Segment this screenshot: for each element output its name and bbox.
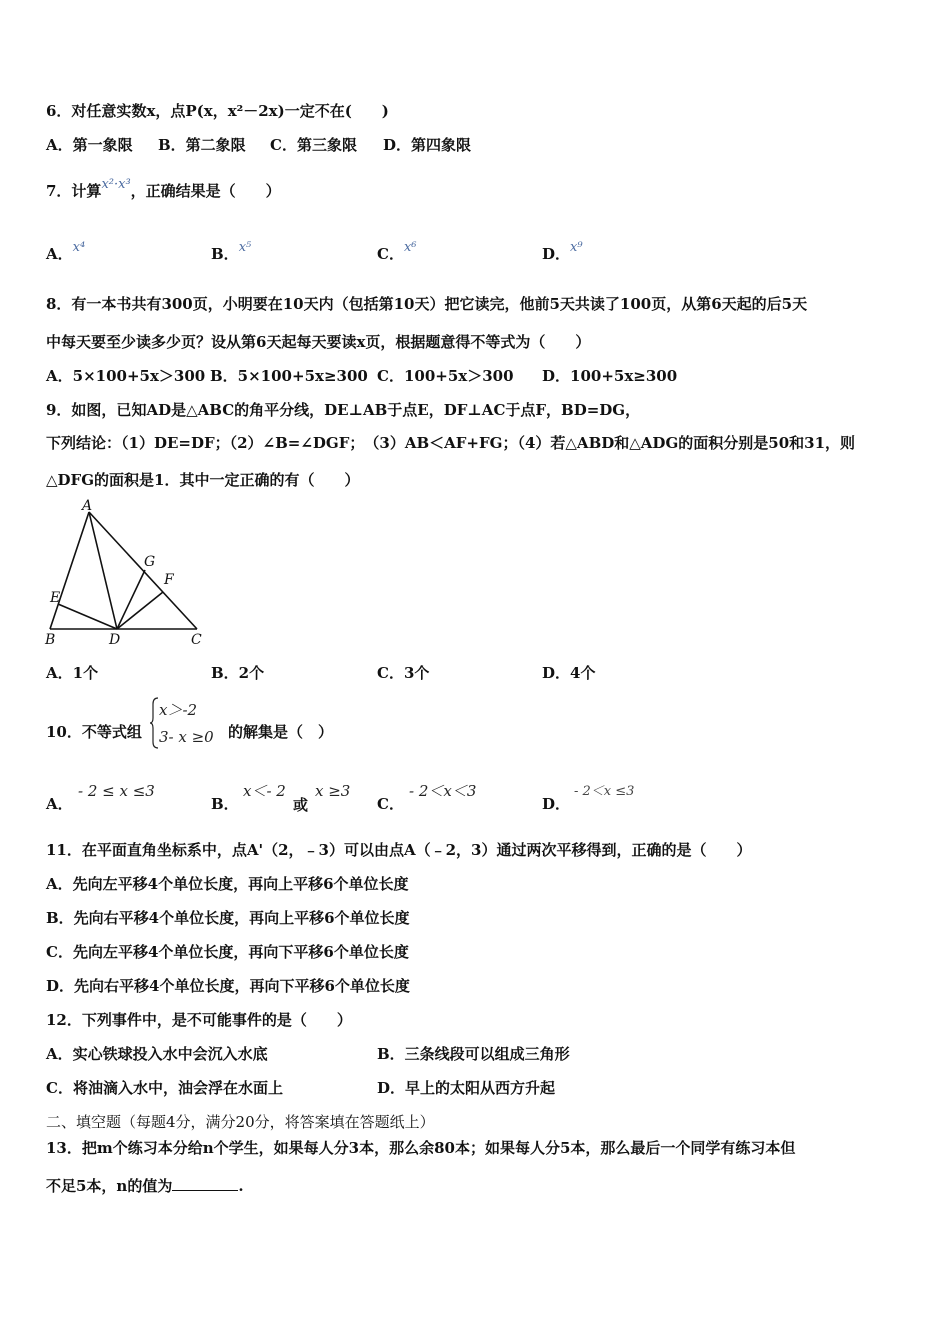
label-c: C [191, 632, 202, 648]
q10-system-line1: x＞-2 [159, 701, 198, 719]
q8-option-d: D．100+5x≥300 [542, 367, 678, 385]
q7-option-d-label: D． [542, 245, 571, 263]
q11-option-c: C．先向左平移4个单位长度，再向下平移6个单位长度 [46, 943, 409, 961]
q13-stem-line2 [46, 1176, 244, 1196]
q11-stem: 11．在平面直角坐标系中，点A'（2，﹣3）可以由点A（﹣2，3）通过两次平移得到，正确的是（ ） [46, 841, 752, 859]
q8-option-a: A．5×100+5x＞300 [46, 367, 206, 385]
q6-option-a: A．第一象限 [46, 136, 133, 154]
q7-option-b-label: B． [211, 245, 239, 263]
q10-option-c-label: C． [377, 795, 404, 813]
q7-option-c-math: x⁶ [403, 240, 417, 255]
q7-option-c [377, 240, 417, 266]
q10-option-b-word: 或 [293, 796, 309, 814]
segment-de [58, 604, 117, 629]
q9-triangle-figure [40, 498, 220, 648]
q10-stem-prefix: 10．不等式组 [46, 723, 142, 741]
q10-option-a-label: A． [46, 795, 73, 813]
q12-option-d: D．早上的太阳从西方升起 [377, 1079, 556, 1097]
q7-option-c-label: C． [377, 245, 404, 263]
q6-option-d: D．第四象限 [383, 136, 472, 154]
q9-stem-line2: 下列结论：（1）DE=DF；（2）∠B=∠DGF； （3）AB＜AF+FG；（4）若△ABD和△ADG的面积分别是50和31，则 [46, 434, 855, 452]
q7-stem [46, 177, 281, 203]
q8-option-b: B．5×100+5x≥300 [210, 367, 368, 385]
q12-option-c: C．将油滴入水中，油会浮在水面上 [46, 1079, 283, 1097]
q10-system-brace [150, 696, 230, 750]
q8-stem-line2: 中每天要至少读多少页？设从第6天起每天要读x页，根据题意得不等式为（ ） [46, 333, 591, 351]
q7-stem-suffix: ，正确结果是（ ） [130, 182, 281, 200]
q7-option-a-label: A． [46, 245, 73, 263]
q6-stem: 6．对任意实数x，点P(x，x²－2x)一定不在( ) [46, 102, 389, 120]
q13-stem-line1: 13．把m个练习本分给n个学生，如果每人分3本，那么余80本；如果每人分5本，那么最后一个同学有练习本但 [46, 1139, 796, 1157]
label-d: D [109, 632, 121, 648]
q7-option-a-math: x⁴ [72, 240, 86, 255]
q12-option-b: B．三条线段可以组成三角形 [377, 1045, 570, 1063]
q10-stem-suffix: 的解集是（ ） [228, 723, 334, 741]
segment-ad [89, 512, 117, 629]
label-g: G [144, 554, 156, 570]
q10-option-d-label: D． [542, 795, 571, 813]
q12-stem: 12．下列事件中，是不可能事件的是（ ） [46, 1011, 352, 1029]
q11-option-d: D．先向右平移4个单位长度，再向下平移6个单位长度 [46, 977, 410, 995]
q10-option-b-label: B． [211, 795, 239, 813]
q9-option-c: C．3个 [377, 664, 430, 682]
label-e: E [50, 590, 61, 606]
label-f: F [164, 572, 174, 588]
q10-option-b-math-b: x ≥3 [315, 782, 351, 800]
q8-option-c: C．100+5x＞300 [377, 367, 514, 385]
q7-stem-prefix: 7．计算 [46, 182, 102, 200]
q7-option-b-math: x⁵ [238, 240, 252, 255]
q9-option-b: B．2个 [211, 664, 265, 682]
q10-option-a-math: - 2 ≤ x ≤3 [78, 782, 155, 800]
side-ac [89, 512, 197, 629]
q9-stem-line1: 9．如图，已知AD是△ABC的角平分线，DE⊥AB于点E，DF⊥AC于点F，BD=DG， [46, 401, 641, 419]
q7-option-d [542, 240, 583, 266]
q11-option-a: A．先向左平移4个单位长度，再向上平移6个单位长度 [46, 875, 409, 893]
q13-stem-line2-prefix: 不足5本，n的值为 [46, 1177, 173, 1195]
label-a: A [82, 498, 93, 514]
q10-option-c-math: - 2＜x＜3 [409, 782, 477, 800]
q7-option-a [46, 240, 86, 266]
q7-option-d-math: x⁹ [570, 240, 583, 255]
q9-stem-line3: △DFG的面积是1．其中一定正确的有（ ） [46, 471, 360, 489]
q10-option-b-math-a: x＜- 2 [243, 782, 286, 800]
section2-title: 二、填空题（每题4分，满分20分，将答案填在答题纸上） [46, 1113, 435, 1131]
q10-option-d-math: - 2＜x ≤3 [574, 784, 635, 799]
q6-option-b: B．第二象限 [158, 136, 246, 154]
q7-expression: x²·x³ [101, 177, 131, 192]
q9-option-d: D．4个 [542, 664, 596, 682]
q6-option-c: C．第三象限 [270, 136, 357, 154]
side-ab [50, 512, 89, 629]
segment-dg [117, 570, 145, 629]
segment-df [117, 592, 163, 629]
q12-option-a: A．实心铁球投入水中会沉入水底 [46, 1045, 268, 1063]
q13-answer-blank[interactable] [172, 1176, 238, 1191]
q11-option-b: B．先向右平移4个单位长度，再向上平移6个单位长度 [46, 909, 410, 927]
q9-option-a: A．1个 [46, 664, 99, 682]
q8-stem-line1: 8．有一本书共有300页，小明要在10天内（包括第10天）把它读完，他前5天共读了100页，从第6天起的后5天 [46, 295, 808, 313]
label-b: B [45, 632, 56, 648]
q7-option-b [211, 240, 252, 266]
q13-stem-line2-suffix: . [238, 1177, 244, 1195]
q10-system-line2: 3- x ≥0 [159, 728, 214, 746]
